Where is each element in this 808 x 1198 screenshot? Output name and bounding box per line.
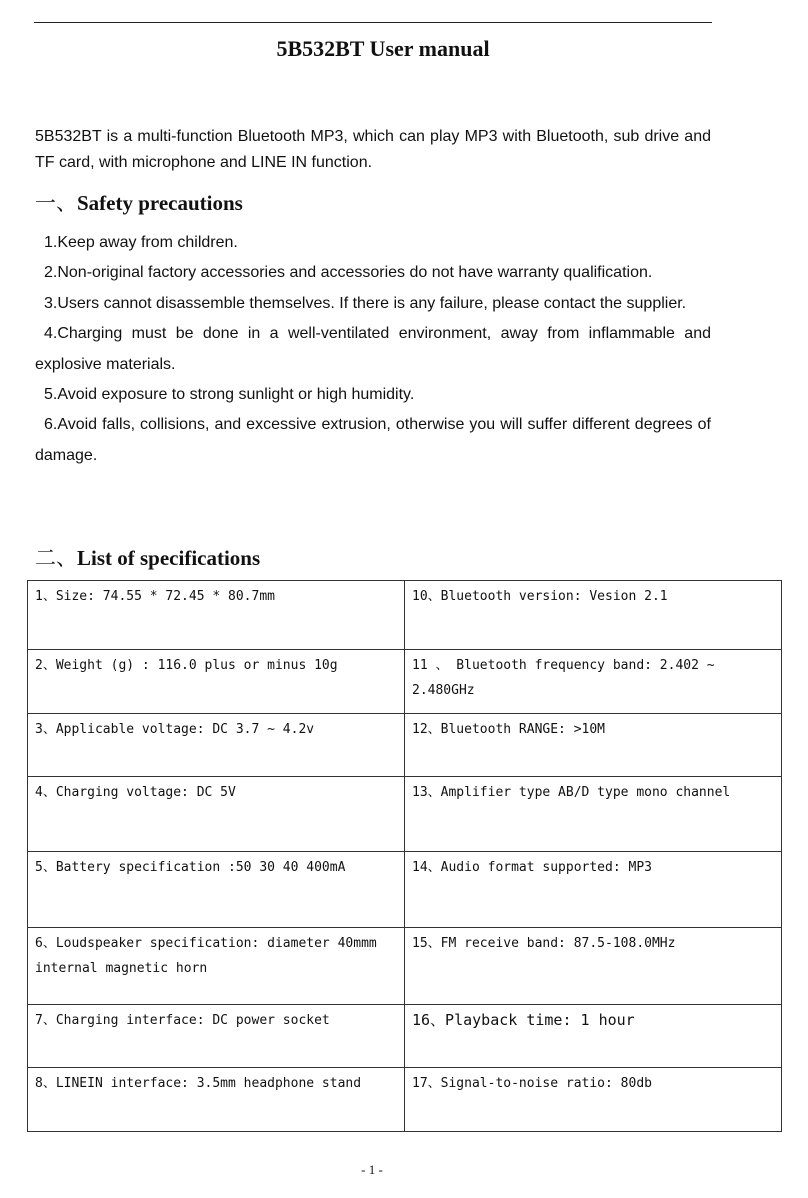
table-row	[28, 852, 782, 928]
spec-cell: 17、Signal-to-noise ratio: 80db	[405, 1068, 782, 1132]
table-row	[28, 1005, 782, 1068]
spec-cell: 1、Size: 74.55 * 72.45 * 80.7mm	[28, 581, 405, 650]
precaution-item: 1.Keep away from children.	[44, 234, 238, 251]
section-number: 一、	[35, 191, 77, 215]
section-title: Safety precautions	[77, 191, 243, 215]
spec-cell: 15、FM receive band: 87.5-108.0MHz	[405, 928, 782, 1005]
precaution-item: 4.Charging must be done in a well-ventilated environment, away from inflammable and explosive materials.	[35, 325, 711, 373]
spec-cell: 7、Charging interface: DC power socket	[28, 1005, 405, 1068]
precautions-list	[35, 228, 711, 471]
spec-cell: 10、Bluetooth version: Vesion 2.1	[405, 581, 782, 650]
spec-cell: 6、Loudspeaker specification: diameter 40mmm internal magnetic horn	[28, 928, 405, 1005]
intro-paragraph: 5B532BT is a multi-function Bluetooth MP3, which can play MP3 with Bluetooth, sub drive and TF card, with microphone and LINE IN function.	[35, 128, 711, 171]
table-row	[28, 650, 782, 714]
spec-cell: 3、Applicable voltage: DC 3.7 ~ 4.2v	[28, 714, 405, 777]
spec-cell: 14、Audio format supported: MP3	[405, 852, 782, 928]
precaution-item: 5.Avoid exposure to strong sunlight or high humidity.	[44, 386, 415, 404]
spec-cell: 8、LINEIN interface: 3.5mm headphone stand	[28, 1068, 405, 1132]
section-title: List of specifications	[77, 546, 261, 570]
precaution-item: 6.Avoid falls, collisions, and excessive extrusion, otherwise you will suffer different degrees of damage.	[35, 416, 711, 464]
page-number: - 1 -	[361, 1162, 383, 1177]
table-row	[28, 928, 782, 1005]
spec-cell: 11 、 Bluetooth frequency band: 2.402 ~ 2.480GHz	[405, 650, 782, 714]
spec-cell: 4、Charging voltage: DC 5V	[28, 777, 405, 852]
spec-cell: 2、Weight (g) : 116.0 plus or minus 10g	[28, 650, 405, 714]
specifications-table	[27, 580, 782, 1132]
table-row	[28, 714, 782, 777]
spec-cell: 13、Amplifier type AB/D type mono channel	[405, 777, 782, 852]
specifications-heading	[35, 542, 260, 572]
spec-cell: 12、Bluetooth RANGE: >10M	[405, 714, 782, 777]
section-number: 二、	[35, 546, 77, 570]
table-row	[28, 777, 782, 852]
spec-cell: 16、Playback time: 1 hour	[405, 1005, 782, 1068]
safety-precautions-heading	[35, 187, 243, 217]
precaution-item: 2.Non-original factory accessories and accessories do not have warranty qualification.	[44, 264, 653, 282]
table-row	[28, 581, 782, 650]
document-title: 5B532BT User manual	[276, 36, 490, 61]
header-rule	[34, 22, 712, 23]
table-row	[28, 1068, 782, 1132]
precaution-item: 3.Users cannot disassemble themselves. If there is any failure, please contact the supplier.	[44, 294, 687, 312]
spec-cell: 5、Battery specification :50 30 40 400mA	[28, 852, 405, 928]
